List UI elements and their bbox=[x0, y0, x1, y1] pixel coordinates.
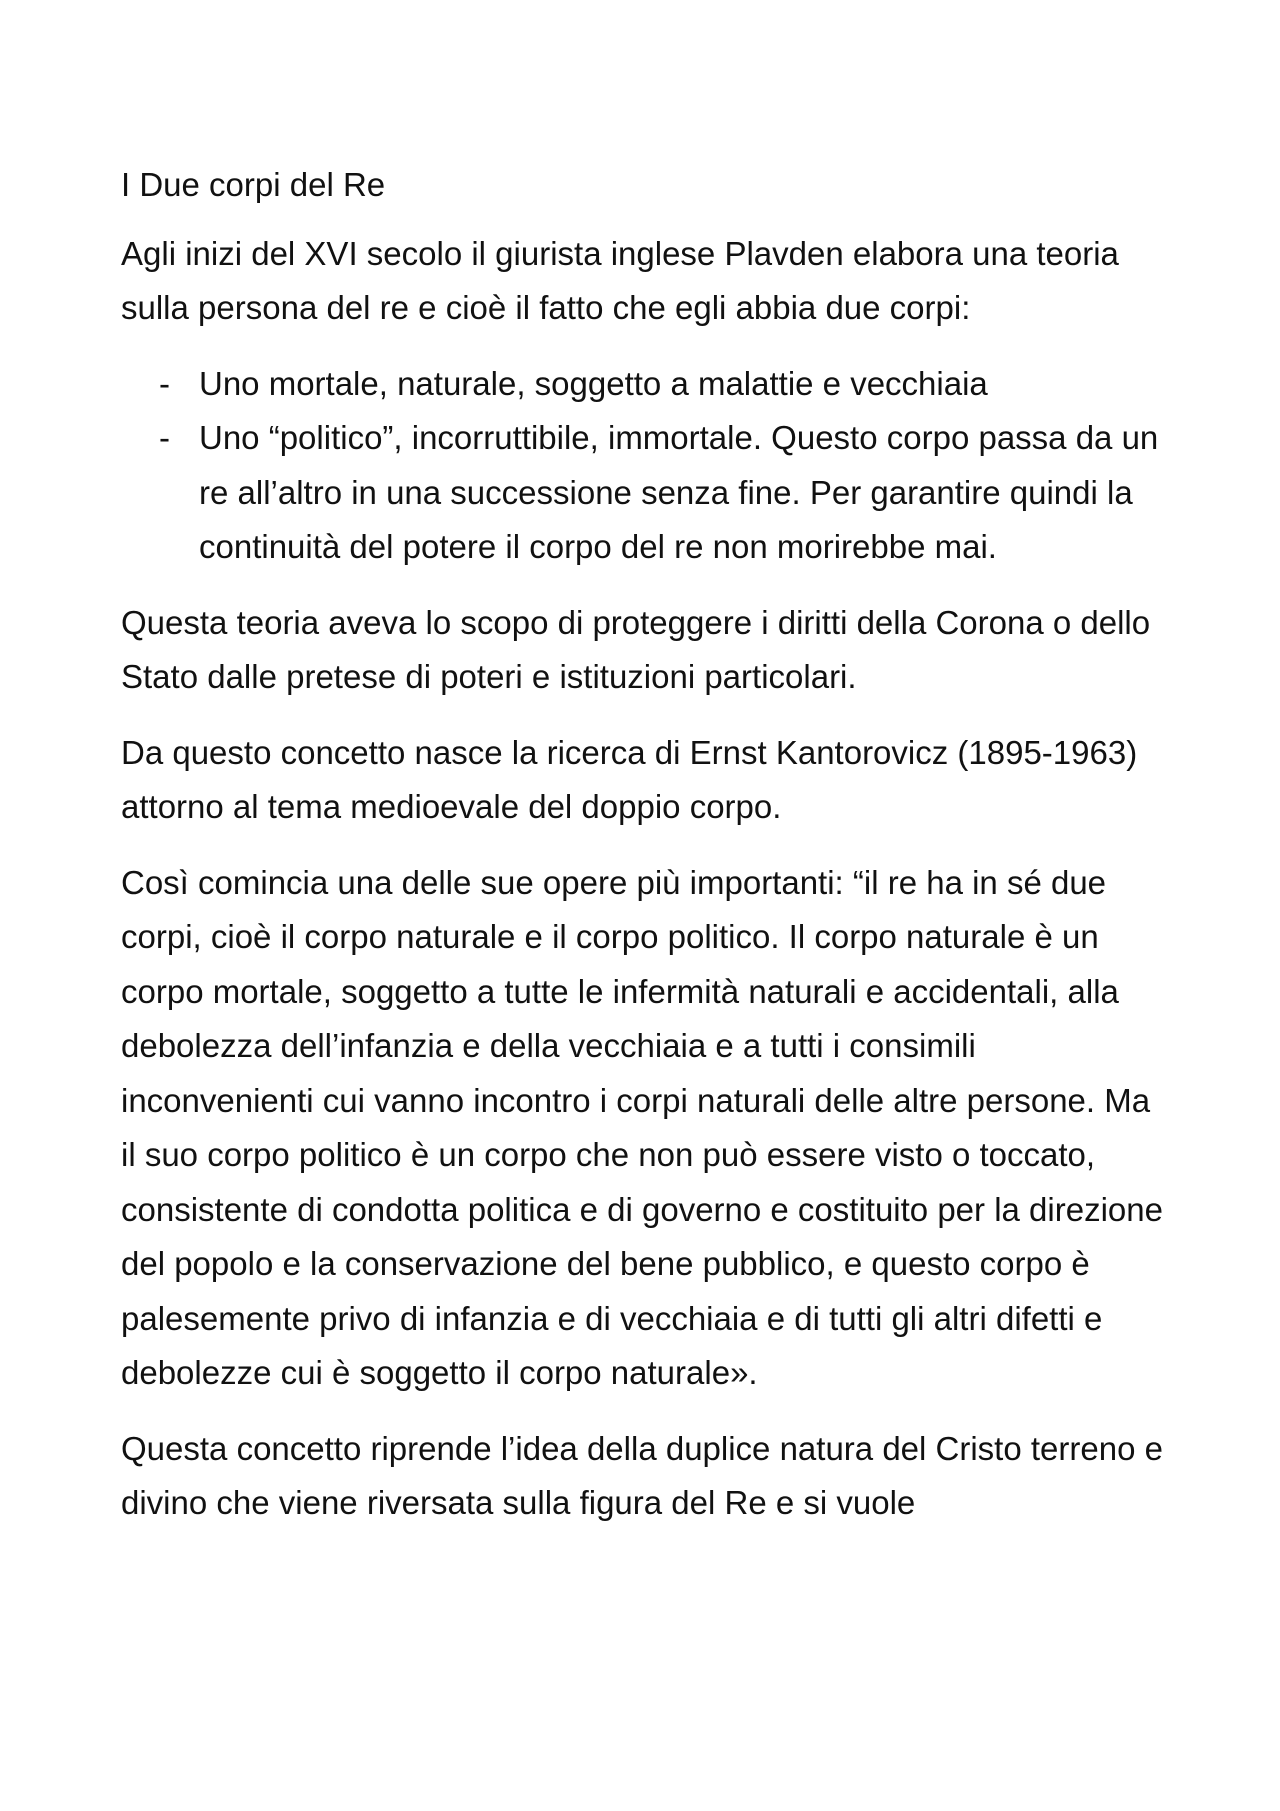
document-body bbox=[121, 158, 1171, 1552]
list-item: - Uno “politico”, incorruttibile, immortale. Questo corpo passa da un re all’altro in una successione senza fine. Per garantire quindi la continuità del potere il corpo del re non morirebbe mai. bbox=[199, 411, 1171, 575]
dash-list bbox=[121, 357, 1171, 575]
document-title: I Due corpi del Re bbox=[121, 166, 386, 203]
paragraph: Questa teoria aveva lo scopo di proteggere i diritti della Corona o dello Stato dalle pretese di poteri e istituzioni particolari. bbox=[121, 603, 1151, 695]
intro-paragraph: Agli inizi del XVI secolo il giurista inglese Plavden elabora una teoria sulla persona del re e cioè il fatto che egli abbia due corpi: bbox=[121, 234, 1119, 326]
paragraph: Da questo concetto nasce la ricerca di Ernst Kantorovicz (1895-1963) attorno al tema medioevale del doppio corpo. bbox=[121, 733, 1138, 825]
paragraph: Questa concetto riprende l’idea della duplice natura del Cristo terreno e divino che viene riversata sulla figura del Re e si vuole bbox=[121, 1429, 1163, 1521]
list-item: - Uno mortale, naturale, soggetto a malattie e vecchiaia bbox=[199, 357, 1171, 412]
paragraph: Così comincia una delle sue opere più importanti: “il re ha in sé due corpi, cioè il corpo naturale e il corpo politico. Il corpo naturale è un corpo mortale, soggetto a tutte le infermità naturali e accidentali, alla debolezza dell’infanzia e della vecchiaia e a tutti i consimili inconvenienti cui vanno incontro i corpi naturali delle altre persone. Ma il suo corpo politico è un corpo che non può essere visto o toccato, consistente di condotta politica e di governo e costituito per la direzione del popolo e la conservazione del bene pubblico, e questo corpo è palesemente privo di infanzia e di vecchiaia e di tutti gli altri difetti e debolezze cui è soggetto il corpo naturale». bbox=[121, 863, 1163, 1391]
